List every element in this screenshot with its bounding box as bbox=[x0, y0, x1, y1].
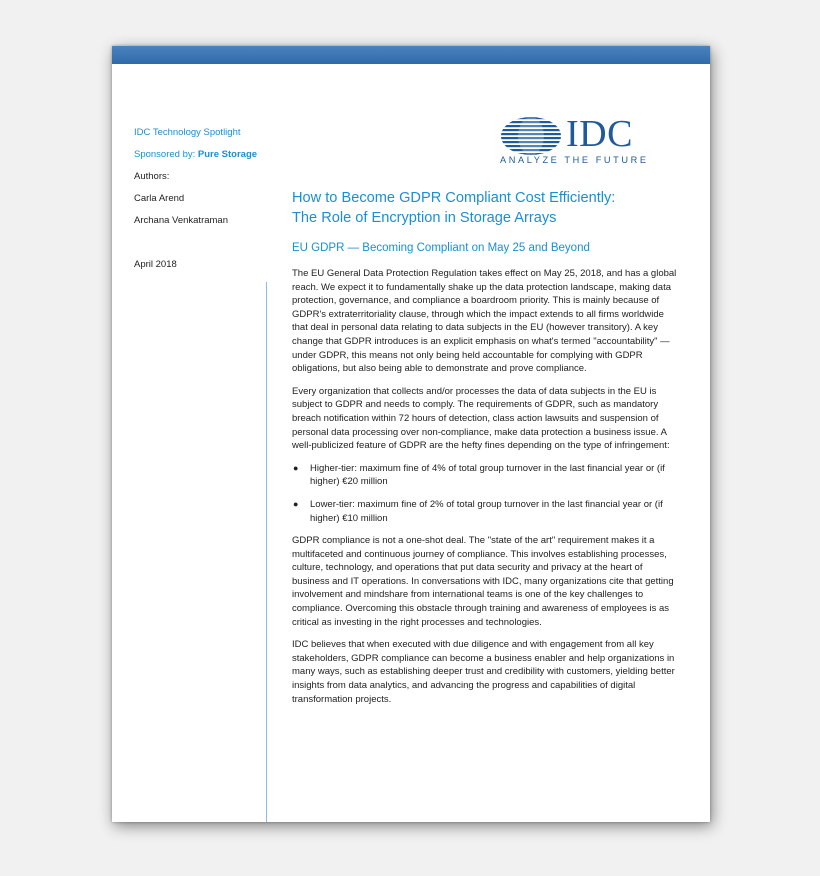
publication-date: April 2018 bbox=[134, 259, 177, 270]
list-item bbox=[292, 462, 680, 489]
section-heading: EU GDPR — Becoming Compliant on May 25 and Beyond bbox=[292, 242, 590, 254]
sidebar-divider bbox=[266, 282, 267, 822]
idc-logo bbox=[500, 113, 650, 168]
header-color-bar bbox=[112, 46, 710, 64]
body-paragraph: IDC believes that when executed with due diligence and with engagement from all key stakeholders, GDPR compliance can become a business enabler and help organizations in many ways, such as establishing deeper trust and credibility with customers, yielding better insights from data analytics, and advancing the progress and capabilities of digital transformation projects. bbox=[292, 639, 675, 705]
idc-logo-text: IDC bbox=[566, 113, 633, 155]
sidebar-metadata bbox=[134, 122, 284, 276]
list-item-text: Lower-tier: maximum fine of 2% of total group turnover in the last financial year or (if higher) €10 million bbox=[310, 498, 663, 524]
author-name: Archana Venkatraman bbox=[134, 215, 229, 226]
sponsor-line bbox=[134, 144, 284, 166]
body-paragraph: GDPR compliance is not a one-shot deal. The "state of the art" requirement makes it a multifaceted and continuous journey of compliance. This involves establishing processes, culture, technology, and operations that put data security and privacy at the heart of business and IT operations. In conversations with IDC, many organizations cite that getting involvement and mindshare from international teams is one of the key challenges to compliance. Overcoming this obstacle through training and awareness of employees is as critical as investing in the right processes and technologies. bbox=[292, 535, 674, 628]
spotlight-label: IDC Technology Spotlight bbox=[134, 127, 241, 138]
sponsor-name: Pure Storage bbox=[197, 149, 258, 160]
list-item bbox=[292, 498, 680, 525]
title-line: How to Become GDPR Compliant Cost Efficiently: bbox=[292, 190, 616, 206]
idc-tagline: ANALYZE THE FUTURE bbox=[500, 155, 649, 165]
author-name: Carla Arend bbox=[134, 193, 185, 204]
document-body bbox=[292, 267, 680, 715]
body-paragraph: The EU General Data Protection Regulation takes effect on May 25, 2018, and has a global reach. We expect it to fundamentally shake up the data protection landscape, making data protection, governance, and compliance a boardroom priority. This is mainly because of GDPR's extraterritoriality clause, through which the impact extends to all firms worldwide that deal in personal data relating to data subjects in the EU (however transitory). A key change that GDPR introduces is an explicit emphasis on what's termed "accountability" — under GDPR, this means not only being held accountable for complying with GDPR obligations, but also being able to demonstrate and prove compliance. bbox=[292, 268, 677, 375]
sponsored-by-label: Sponsored by: bbox=[134, 149, 198, 160]
title-line: The Role of Encryption in Storage Arrays bbox=[292, 210, 557, 226]
idc-globe-icon bbox=[500, 116, 562, 156]
document-page bbox=[112, 46, 710, 822]
authors-label: Authors: bbox=[134, 171, 170, 182]
list-item-text: Higher-tier: maximum fine of 4% of total group turnover in the last financial year or (if higher) €20 million bbox=[310, 462, 665, 488]
bullet-icon: ● bbox=[293, 498, 299, 509]
fine-tiers-list bbox=[292, 462, 680, 525]
bullet-icon: ● bbox=[293, 462, 299, 473]
document-title bbox=[292, 188, 692, 228]
body-paragraph: Every organization that collects and/or processes the data of data subjects in the EU is subject to GDPR and needs to comply. The requirements of GDPR, such as mandatory breach notification within 72 hours of detection, class action lawsuits and suspension of personal data processing over non-compliance, make data protection a business issue. A well-publicized feature of GDPR are the hefty fines depending on the type of infringement: bbox=[292, 385, 670, 452]
